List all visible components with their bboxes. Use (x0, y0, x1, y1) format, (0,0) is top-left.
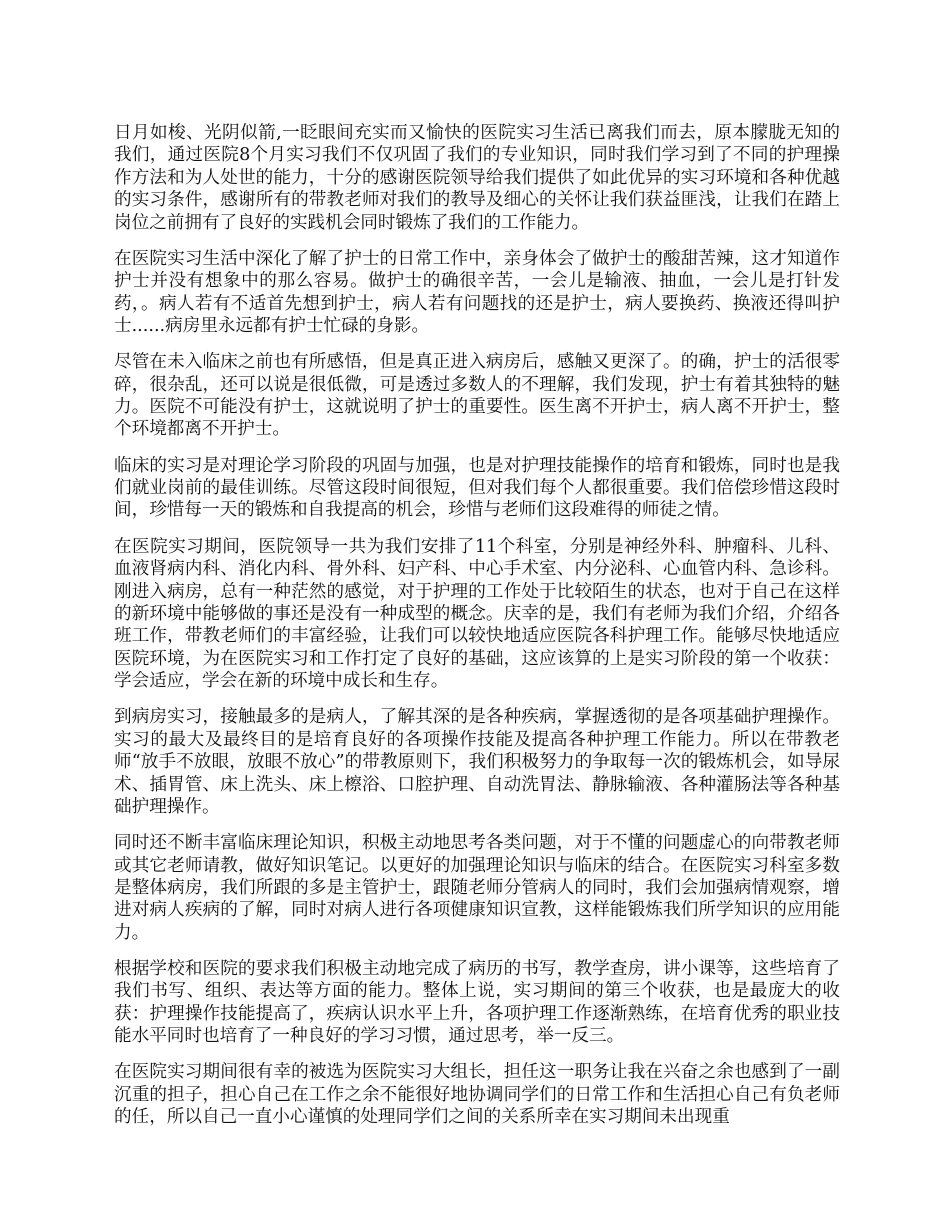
paragraph-9: 在医院实习期间很有幸的被选为医院实习大组长，担任这一职务让我在兴奋之余也感到了一副沉重的担子，担心自己在工作之余不能很好地协调同学们的日常工作和生活担心自己有负老师的任，所以自己一直小心谨慎的处理同学们之间的关系所幸在实习期间未出现重 (114, 1062, 840, 1128)
paragraph-8: 根据学校和医院的要求我们积极主动地完成了病历的书写，教学查房，讲小课等，这些培育了我们书写、组织、表达等方面的能力。整体上说，实习期间的第三个收获，也是最庞大的收获：护理操作技能提高了，疾病认识水平上升，各项护理工作逐渐熟练，在培育优秀的职业技能水平同时也培育了一种良好的学习习惯，通过思考，举一反三。 (114, 958, 840, 1047)
paragraph-5: 在医院实习期间，医院领导一共为我们安排了11个科室，分别是神经外科、肿瘤科、儿科、血液肾病内科、消化内科、骨外科、妇产科、中心手术室、内分泌科、心血管内科、急诊科。刚进入病房，总有一种茫然的感觉，对于护理的工作处于比较陌生的状态，也对于自己在这样的新环境中能够做的事还是没有一种成型的概念。庆幸的是，我们有老师为我们介绍，介绍各班工作，带教老师们的丰富经验，让我们可以较快地适应医院各科护理工作。能够尽快地适应医院环境，为在医院实习和工作打定了良好的基础，这应该算的上是实习阶段的第一个收获：学会适应，学会在新的环境中成长和生存。 (114, 536, 840, 692)
paragraph-6: 到病房实习，接触最多的是病人，了解其深的是各种疾病，掌握透彻的是各项基础护理操作。实习的最大及最终目的是培育良好的各项操作技能及提高各种护理工作能力。所以在带教老师“放手不放眼，放眼不放心”的带教原则下，我们积极努力的争取每一次的锻炼机会，如导尿术、插胃管、床上洗头、床上檫浴、口腔护理、自动洗胃法、静脉输液、各种灌肠法等各种基础护理操作。 (114, 707, 840, 817)
paragraph-7: 同时还不断丰富临床理论知识，积极主动地思考各类问题，对于不懂的问题虚心的向带教老师或其它老师请教，做好知识笔记。以更好的加强理论知识与临床的结合。在医院实习科室多数是整体病房，我们所跟的多是主管护士，跟随老师分管病人的同时，我们会加强病情观察，增进对病人疾病的了解，同时对病人进行各项健康知识宣教，这样能锻炼我们所学知识的应用能力。 (114, 833, 840, 943)
paragraph-1: 日月如梭、光阴似箭,一眨眼间充实而又愉快的医院实习生活已离我们而去，原本朦胧无知的我们，通过医院8个月实习我们不仅巩固了我们的专业知识，同时我们学习到了不同的护理操作方法和为人处世的能力，十分的感谢医院领导给我们提供了如此优异的实习环境和各种优越的实习条件，感谢所有的带教老师对我们的教导及细心的关怀让我们获益匪浅，让我们在踏上岗位之前拥有了良好的实践机会同时锻炼了我们的工作能力。 (114, 123, 840, 233)
paragraph-2: 在医院实习生活中深化了解了护士的日常工作中，亲身体会了做护士的酸甜苦辣，这才知道作护士并没有想象中的那么容易。做护士的确很辛苦，一会儿是输液、抽血，一会儿是打针发药，。病人若有不适首先想到护士，病人若有问题找的还是护士，病人要换药、换液还得叫护士......病房里永远都有护士忙碌的身影。 (114, 248, 840, 337)
paragraph-4: 临床的实习是对理论学习阶段的巩固与加强，也是对护理技能操作的培育和锻炼，同时也是我们就业岗前的最佳训练。尽管这段时间很短，但对我们每个人都很重要。我们倍偿珍惜这段时间，珍惜每一天的锻炼和自我提高的机会，珍惜与老师们这段难得的师徒之情。 (114, 455, 840, 521)
paragraph-3: 尽管在未入临床之前也有所感悟，但是真正进入病房后，感触又更深了。的确，护士的活很零碎，很杂乱，还可以说是很低微，可是透过多数人的不理解，我们发现，护士有着其独特的魅力。医院不可能没有护士，这就说明了护士的重要性。医生离不开护士，病人离不开护士，整个环境都离不开护士。 (114, 352, 840, 440)
document-body (114, 122, 840, 1142)
